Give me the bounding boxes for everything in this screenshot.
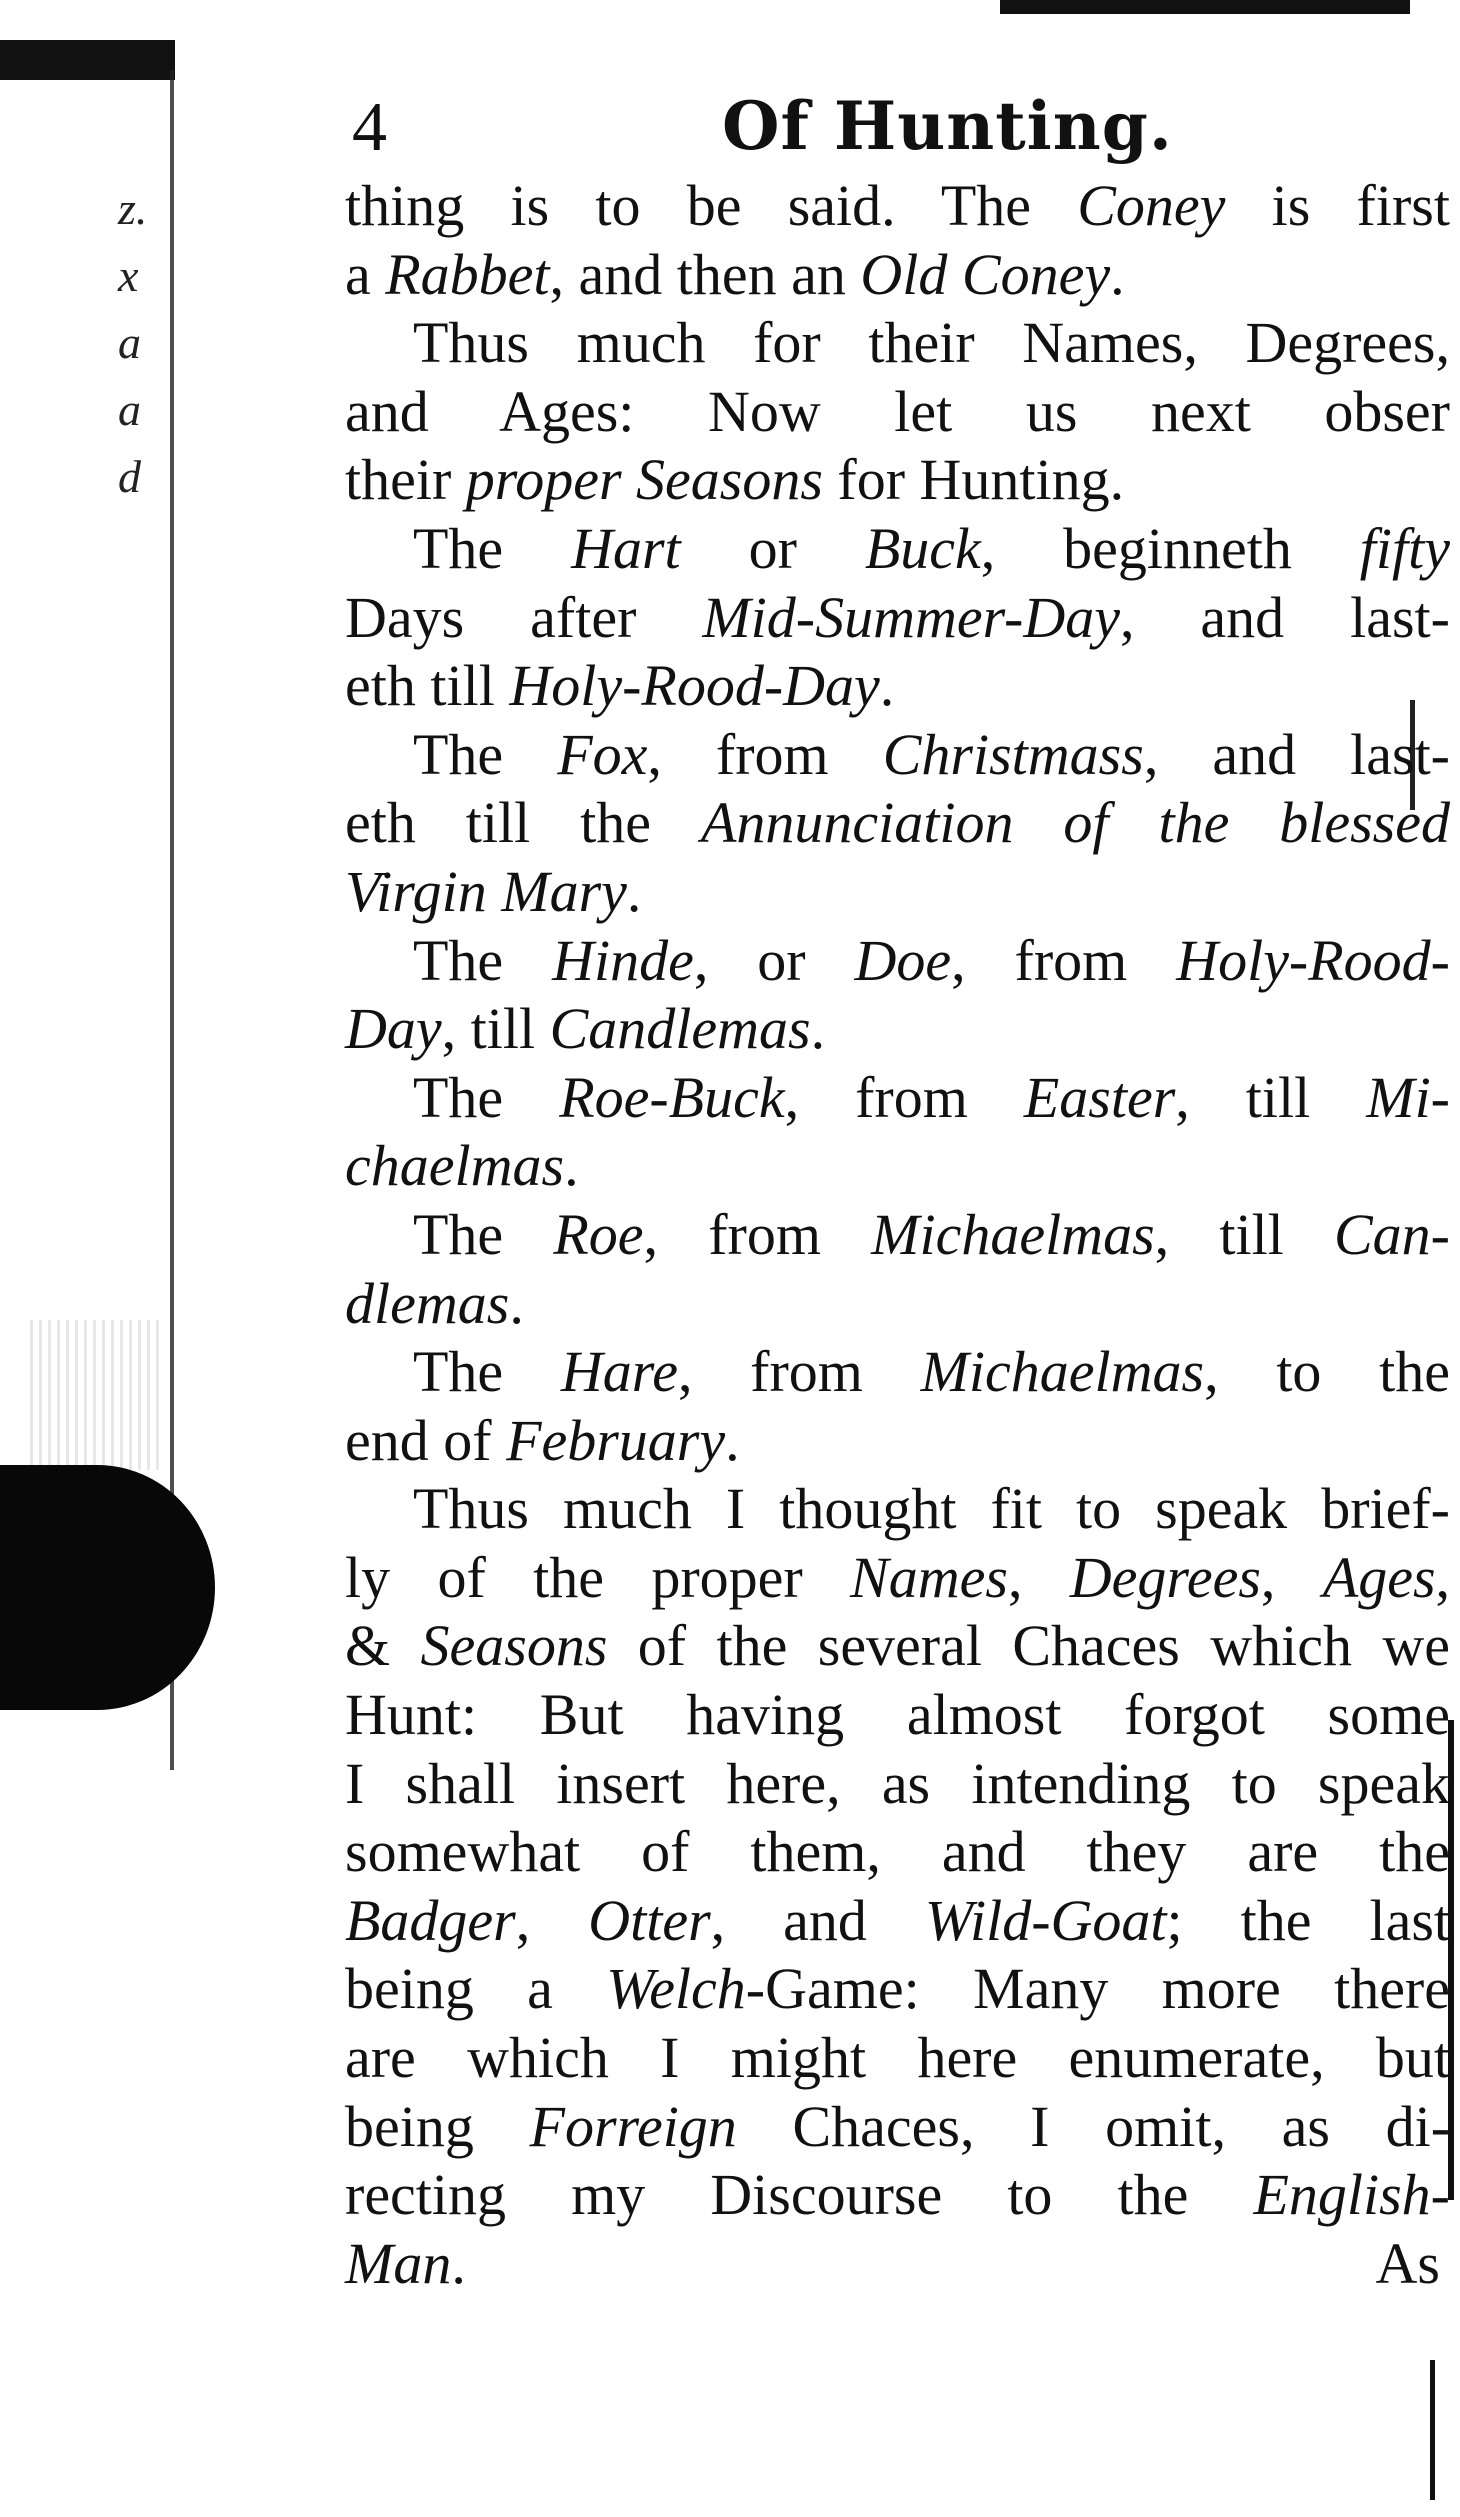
page-number: 4 [352,89,387,166]
italic-text: Wild-Goat [924,1887,1167,1953]
text-line [345,446,1450,515]
italic-text: February [506,1407,726,1473]
margin-fragment: a [118,384,141,435]
text-segment: eth till [345,653,510,719]
text-segment: . [451,2230,466,2296]
text-segment: , and [710,1887,925,1953]
running-head [352,88,1412,178]
text-segment: . [725,1407,740,1473]
catchword: As [1375,2230,1440,2296]
text-segment: Thus much I thought fit to speak brief- [413,1476,1450,1542]
text-segment: Hunt: But having almost forgot some [345,1682,1450,1748]
text-segment: The [413,721,558,787]
italic-text: Candlemas [549,996,811,1062]
italic-text: dlemas [345,1270,510,1336]
text-segment: recting my Discourse to the [345,2162,1254,2228]
italic-text: Seasons [420,1613,608,1679]
italic-text: chaelmas [345,1133,565,1199]
text-segment: , [1260,1544,1323,1610]
bleed-through-margin-letters [118,175,178,510]
italic-text: Holy-Rood- [1176,927,1450,993]
text-segment: , and last- [1143,721,1450,787]
italic-text: Buck [864,515,981,581]
italic-text: Easter [1023,1064,1176,1130]
text-segment: , [1007,1544,1070,1610]
text-segment: . [810,996,826,1062]
text-segment: , till [1154,1201,1334,1267]
text-segment: Thus much for their Names, Degrees, [413,310,1450,376]
text-line [345,2093,1450,2162]
italic-text: Holy-Rood-Day [509,653,880,719]
text-segment: , from [784,1064,1024,1130]
italic-text: Welch [606,1956,746,2022]
margin-fragment: a [118,317,141,368]
text-segment: a [345,241,386,307]
text-line [345,927,1450,996]
text-line [345,1338,1450,1407]
text-segment: being [345,2093,530,2159]
text-segment: their [345,447,466,513]
text-segment: , or [693,927,855,993]
text-line [345,652,1450,721]
margin-fragment: z. [118,183,148,234]
text-line [345,995,1450,1064]
text-segment: , beginneth [980,515,1360,581]
text-line [345,1475,1450,1544]
italic-text: Mi- [1366,1064,1450,1130]
text-segment: of the several Chaces which we [607,1613,1450,1679]
text-line [345,1270,1450,1339]
italic-text: Hinde [552,927,694,993]
italic-text: English- [1253,2162,1450,2228]
text-line [345,1132,1450,1201]
margin-fragment: x [118,250,139,301]
italic-text: Degrees [1069,1544,1261,1610]
text-line [345,1612,1450,1681]
italic-text: Rabbet [385,241,550,307]
text-line [345,1064,1450,1133]
text-line [345,241,1450,310]
binding-strip [0,40,175,80]
text-segment: is first [1225,173,1450,238]
text-line [345,1544,1450,1613]
italic-text: Virgin Mary [345,858,627,924]
italic-text: Otter [588,1887,711,1953]
text-line [345,1407,1450,1476]
text-segment: . [626,858,642,924]
text-segment: , to the [1204,1339,1450,1405]
margin-fragment: d [118,451,141,502]
text-segment: , [515,1887,589,1953]
text-segment: , till [441,996,550,1062]
italic-text: Christmass [882,721,1144,787]
text-segment: Days after [345,584,703,650]
text-segment: are which I might here enumerate, but [345,2025,1450,2091]
text-segment: or [680,515,865,581]
text-segment: , and last- [1119,584,1450,650]
italic-text: Michaelmas [871,1201,1155,1267]
text-segment: , [1435,1544,1451,1610]
spine-shadow [30,1320,160,1470]
text-segment: -Game: Many more there [745,1956,1450,2022]
text-line [345,789,1450,858]
text-segment: . [879,653,895,719]
italic-text: proper Seasons [465,447,823,513]
text-segment: & [345,1613,421,1679]
italic-text: Doe [854,927,952,993]
text-segment: The [413,1064,560,1130]
text-line [345,2161,1450,2230]
body-text [345,172,1450,2298]
text-line [345,2024,1450,2093]
text-line [345,1818,1450,1887]
text-line [345,1681,1450,1750]
text-segment: , from [951,927,1177,993]
italic-text: Old Coney [860,241,1111,307]
text-segment: , till [1175,1064,1367,1130]
scan-top-rule [1000,0,1410,14]
text-segment: somewhat of them, and they are the [345,1819,1450,1885]
running-title: Of Hunting. [722,87,1173,165]
text-line [345,378,1450,447]
italic-text: Coney [1077,173,1226,238]
text-line [345,309,1450,378]
italic-text: Mid-Summer-Day [702,584,1120,650]
italic-text: Annunciation of the blessed [700,790,1450,856]
text-segment: Chaces, I omit, as di- [736,2093,1451,2159]
text-line [345,172,1450,241]
italic-text: fifty [1359,515,1450,581]
text-line [345,515,1450,584]
text-segment: eth till the [345,790,701,856]
text-line [345,584,1450,653]
italic-text: Roe-Buck [559,1064,785,1130]
text-line [345,1750,1450,1819]
text-segment: thing is to be said. The [345,173,1078,238]
text-segment: and Ages: Now let us next obser [345,378,1450,444]
text-line [345,1955,1450,2024]
text-segment: . [1110,241,1125,307]
text-line [345,721,1450,790]
binding-shadow [0,1465,215,1710]
italic-text: Hart [571,515,681,581]
text-line [345,1887,1450,1956]
text-segment: , from [677,1339,921,1405]
italic-text: Michaelmas [920,1339,1205,1405]
italic-text: Man [345,2230,452,2296]
text-segment: , from [647,721,883,787]
text-segment: for Hunting. [822,447,1125,513]
text-line [345,1201,1450,1270]
text-segment: The [413,1201,554,1267]
italic-text: Forreign [529,2093,737,2159]
text-segment: The [413,927,553,993]
text-segment: ; the last [1166,1887,1451,1953]
bottom-edge-mark [1430,2360,1435,2500]
text-line [345,2230,1450,2299]
text-segment: . [509,1270,524,1336]
italic-text: Fox [557,721,648,787]
italic-text: Can- [1334,1201,1450,1267]
text-segment: . [564,1133,579,1199]
text-segment: end of [345,1407,507,1473]
text-segment: , from [643,1201,872,1267]
text-segment: being a [345,1956,607,2022]
italic-text: Roe [553,1201,644,1267]
italic-text: Names [850,1544,1008,1610]
italic-text: Ages [1322,1544,1436,1610]
text-segment: The [413,515,572,581]
text-segment: I shall insert here, as intending to speak [345,1750,1450,1816]
text-segment: ly of the proper [345,1544,851,1610]
text-segment: , and then an [549,241,861,307]
italic-text: Hare [560,1339,678,1405]
italic-text: Badger [345,1887,516,1953]
text-line [345,858,1450,927]
text-segment: The [413,1339,561,1405]
italic-text: Day [345,996,442,1062]
